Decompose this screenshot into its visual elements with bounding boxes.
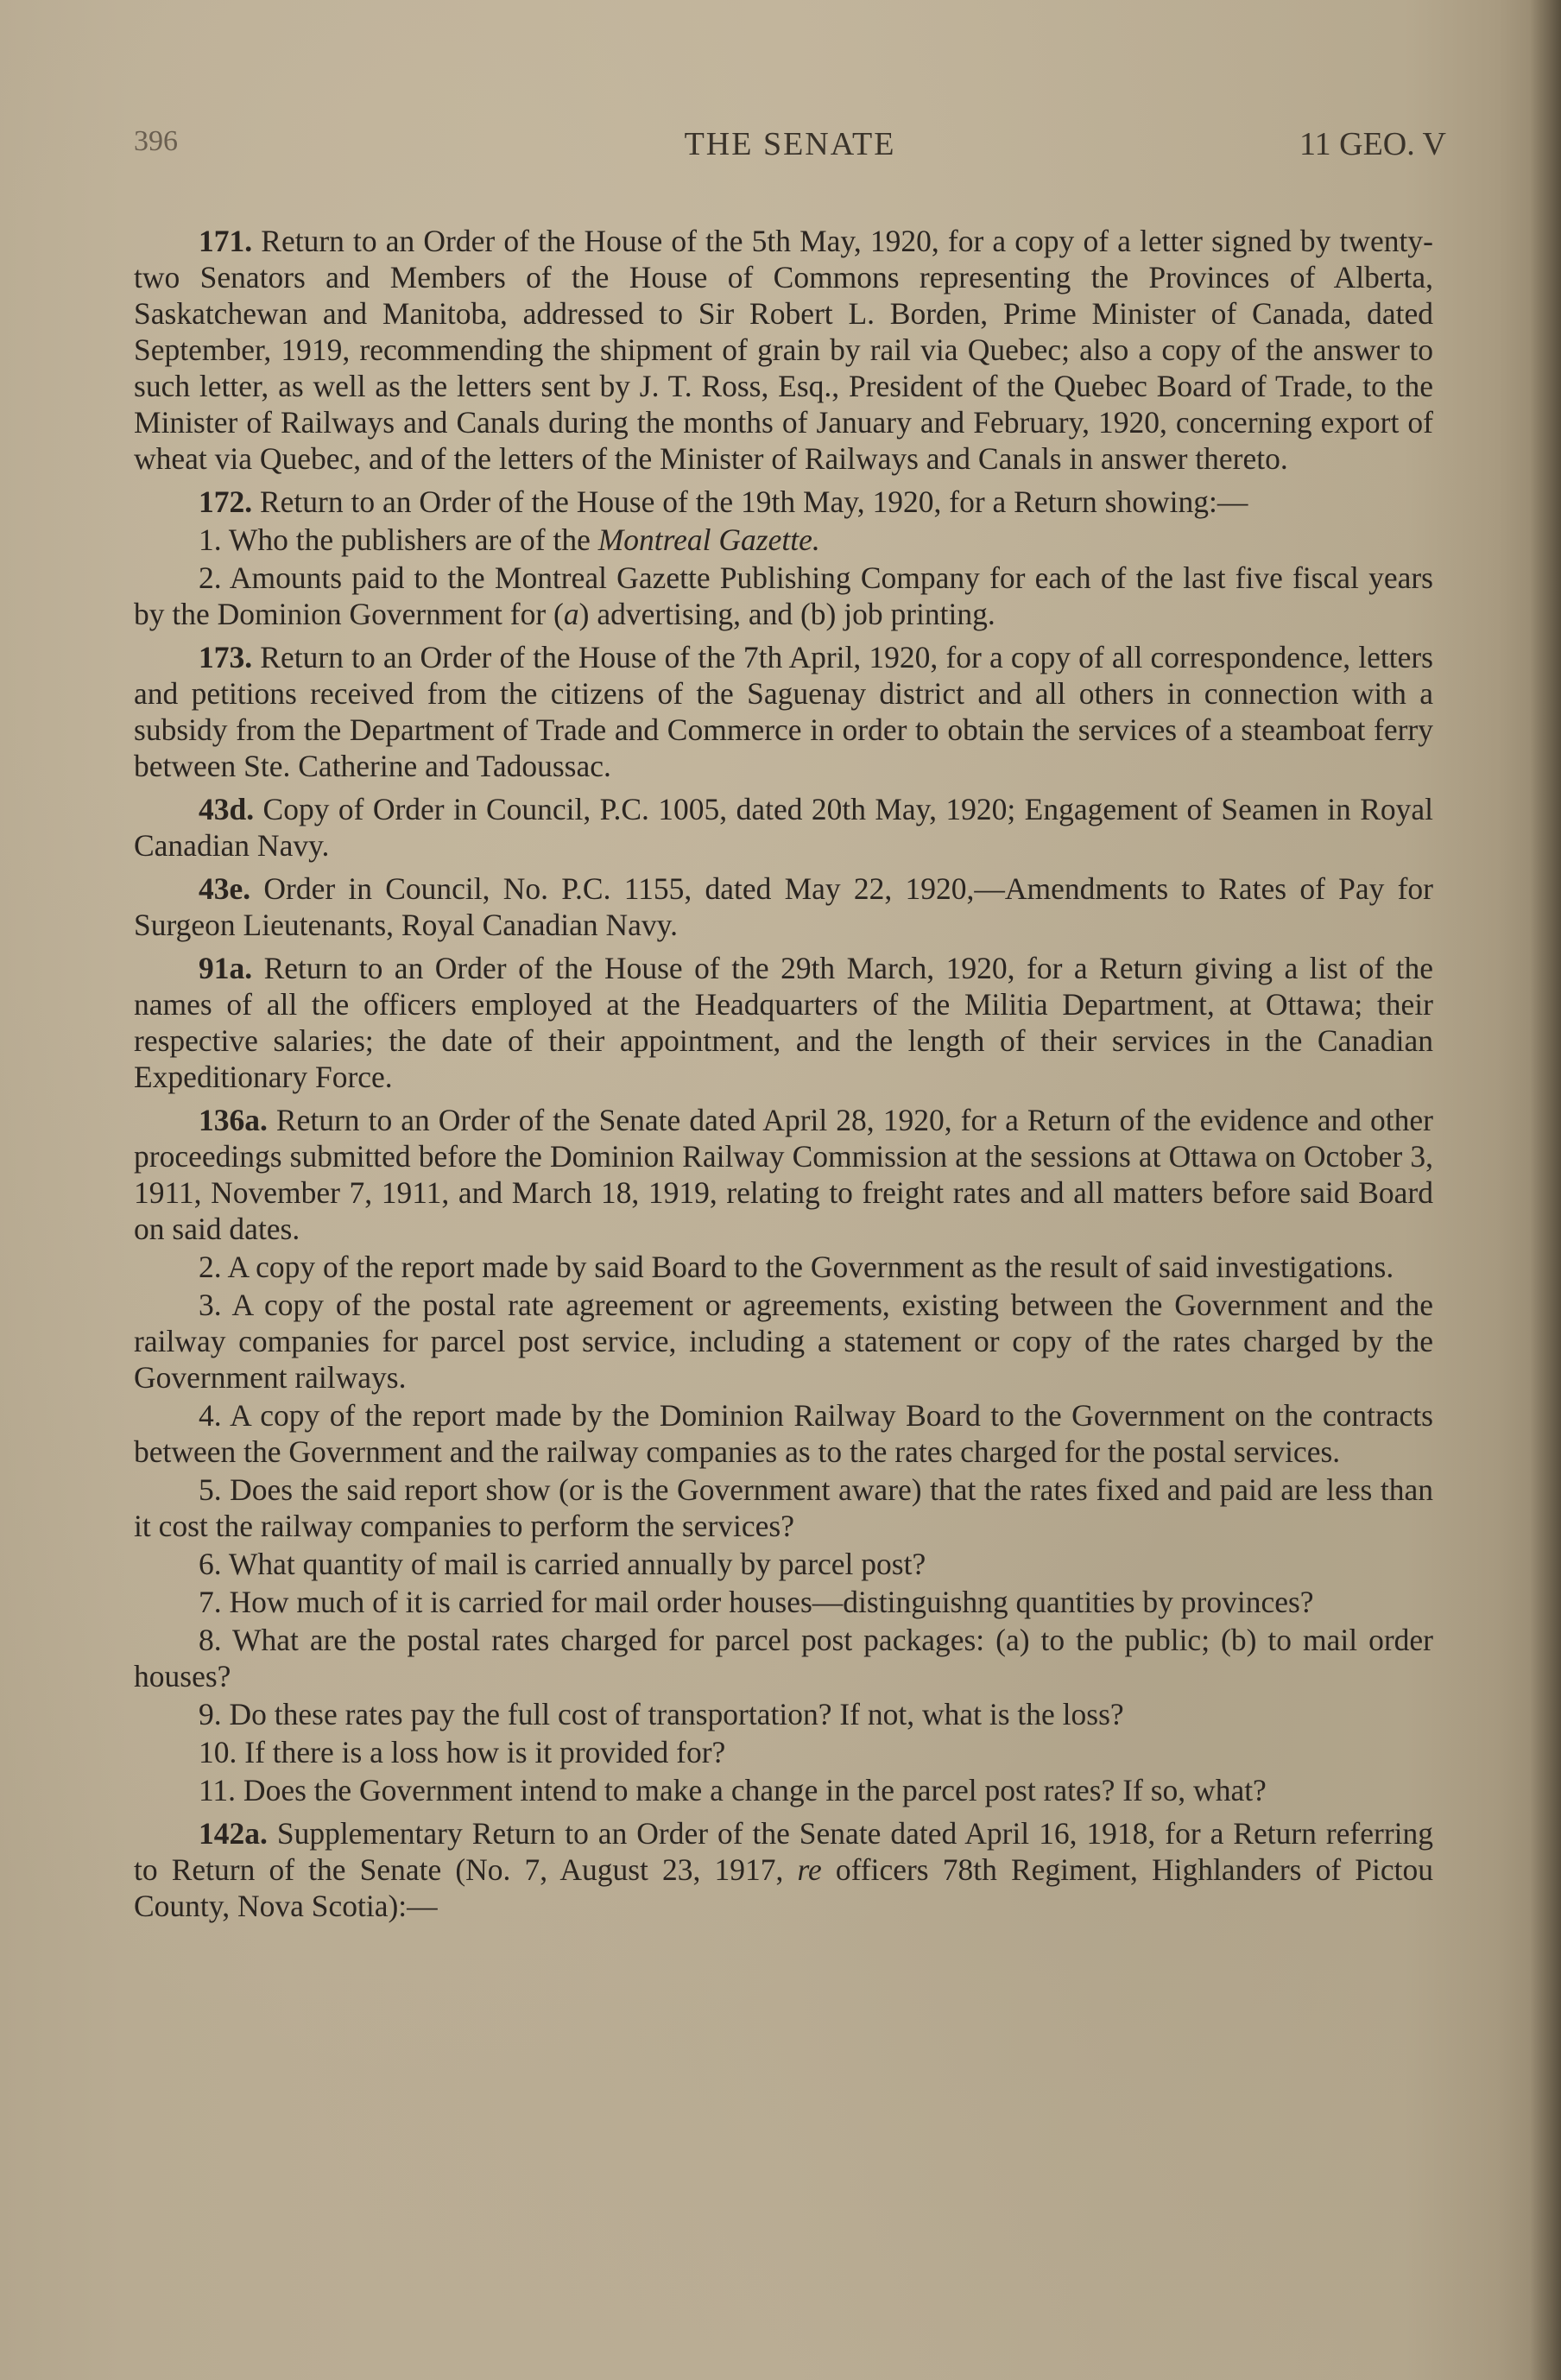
page-header	[134, 125, 1446, 168]
entry-171	[134, 223, 1433, 477]
entry-number: 136a.	[199, 1103, 268, 1137]
entry-136a-sub-9: 9. Do these rates pay the full cost of transportation? If not, what is the loss?	[199, 1697, 1124, 1731]
entry-text: Order in Council, No. P.C. 1155, dated May 22, 1920,—Amendments to Rates of Pay for Surgeon Lieutenants, Royal Canadian Navy.	[134, 871, 1433, 942]
page-edge-shadow	[1530, 0, 1561, 2380]
entry-136a-sub-5: 5. Does the said report show (or is the Government aware) that the rates fixed and paid are less than it cost the railway companies to perform the services?	[134, 1472, 1433, 1543]
entry-142a: 142a. Supplementary Return to an Order of the Senate dated April 16, 1918, for a Return referring to Return of the Senate (No. 7, August 23, 1917, re officers 78th Regiment, Highlanders of Pictou County, Nova Scotia):—	[134, 1816, 1434, 1923]
entry-136a-sub-6: 6. What quantity of mail is carried annually by parcel post?	[199, 1547, 926, 1581]
entry-number: 171.	[199, 224, 253, 258]
entry-172-item-1: 1. Who the publishers are of the Montreal Gazette.	[199, 522, 820, 557]
entry-136a-sub-2: 2. A copy of the report made by said Board to the Government as the result of said investigations.	[199, 1250, 1394, 1284]
session-label: 11 GEO. V	[1299, 126, 1446, 162]
entry-136a-sub-4: 4. A copy of the report made by the Dominion Railway Board to the Government on the contracts between the Government and the railway companies as to the rates charged for the postal services.	[134, 1398, 1433, 1469]
entry-text: Return to an Order of the Senate dated April 28, 1920, for a Return of the evidence and other proceedings submitted before the Dominion Railway Commission at the sessions at Ottawa on October 3, 1911, November 7, 1911, and March 18, 1919, relating to freight rates and all matters before said Board on said dates.	[134, 1103, 1433, 1246]
entry-text: Return to an Order of the House of the 29th March, 1920, for a Return giving a list of the names of all the officers employed at the Headquarters of the Militia Department, at Ottawa; their respective salaries; the date of their appointment, and the length of their services in the Canadian Expeditionary Force.	[134, 951, 1433, 1094]
entry-number: 43d.	[199, 792, 255, 826]
entry-number: 43e.	[199, 871, 251, 906]
entry-number: 172.	[199, 484, 253, 519]
entry-173	[134, 639, 1433, 784]
entry-136a-sub-3: 3. A copy of the postal rate agreement or agreements, existing between the Government and the railway companies for parcel post service, including a statement or copy of the rates charged by the Government railways.	[134, 1288, 1433, 1395]
entry-text: Copy of Order in Council, P.C. 1005, dated 20th May, 1920; Engagement of Seamen in Royal Canadian Navy.	[134, 792, 1434, 863]
entry-136a	[134, 1102, 1433, 1247]
entry-136a-sub-11: 11. Does the Government intend to make a change in the parcel post rates? If so, what?	[199, 1773, 1267, 1807]
entry-136a-sub-8: 8. What are the postal rates charged for parcel post packages: (a) to the public; (b) to mail order houses?	[134, 1623, 1433, 1693]
running-title: THE SENATE	[684, 126, 896, 162]
document-body	[134, 216, 1433, 1926]
entry-text: Return to an Order of the House of the 5th May, 1920, for a copy of a letter signed by twenty-two Senators and Members of the House of Commons representing the Provinces of Alberta, Saskatchewan and Manitoba, addressed to Sir Robert L. Borden, Prime Minister of Canada, dated September, 1919, recommending the shipment of grain by rail via Quebec; also a copy of the answer to such letter, as well as the letters sent by J. T. Ross, Esq., President of the Quebec Board of Trade, to the Minister of Railways and Canals during the months of January and February, 1920, concerning export of wheat via Quebec, and of the letters of the Minister of Railways and Canals in answer thereto.	[134, 224, 1433, 476]
entry-text: Return to an Order of the House of the 19th May, 1920, for a Return showing:—	[260, 484, 1248, 519]
entry-text: Return to an Order of the House of the 7th April, 1920, for a copy of all correspondence, letters and petitions received from the citizens of the Saguenay district and all others in connection with a subsidy from the Department of Trade and Commerce in order to obtain the services of a steamboat ferry between Ste. Catherine and Tadoussac.	[134, 640, 1434, 783]
entry-number: 91a.	[199, 951, 253, 985]
entry-136a-sub-10: 10. If there is a loss how is it provided for?	[199, 1735, 726, 1769]
entry-43d	[134, 791, 1433, 864]
entry-172	[134, 484, 1433, 520]
entry-136a-sub-7: 7. How much of it is carried for mail order houses—distinguishng quantities by provinces?	[199, 1585, 1314, 1619]
entry-172-item-2: 2. Amounts paid to the Montreal Gazette Publishing Company for each of the last five fiscal years by the Dominion Government for (a) advertising, and (b) job printing.	[134, 560, 1433, 631]
entry-number: 173.	[199, 640, 253, 674]
entry-number: 142a.	[199, 1816, 268, 1851]
entry-43e	[134, 870, 1433, 943]
page-number: 396	[134, 125, 178, 157]
entry-91a	[134, 950, 1433, 1095]
